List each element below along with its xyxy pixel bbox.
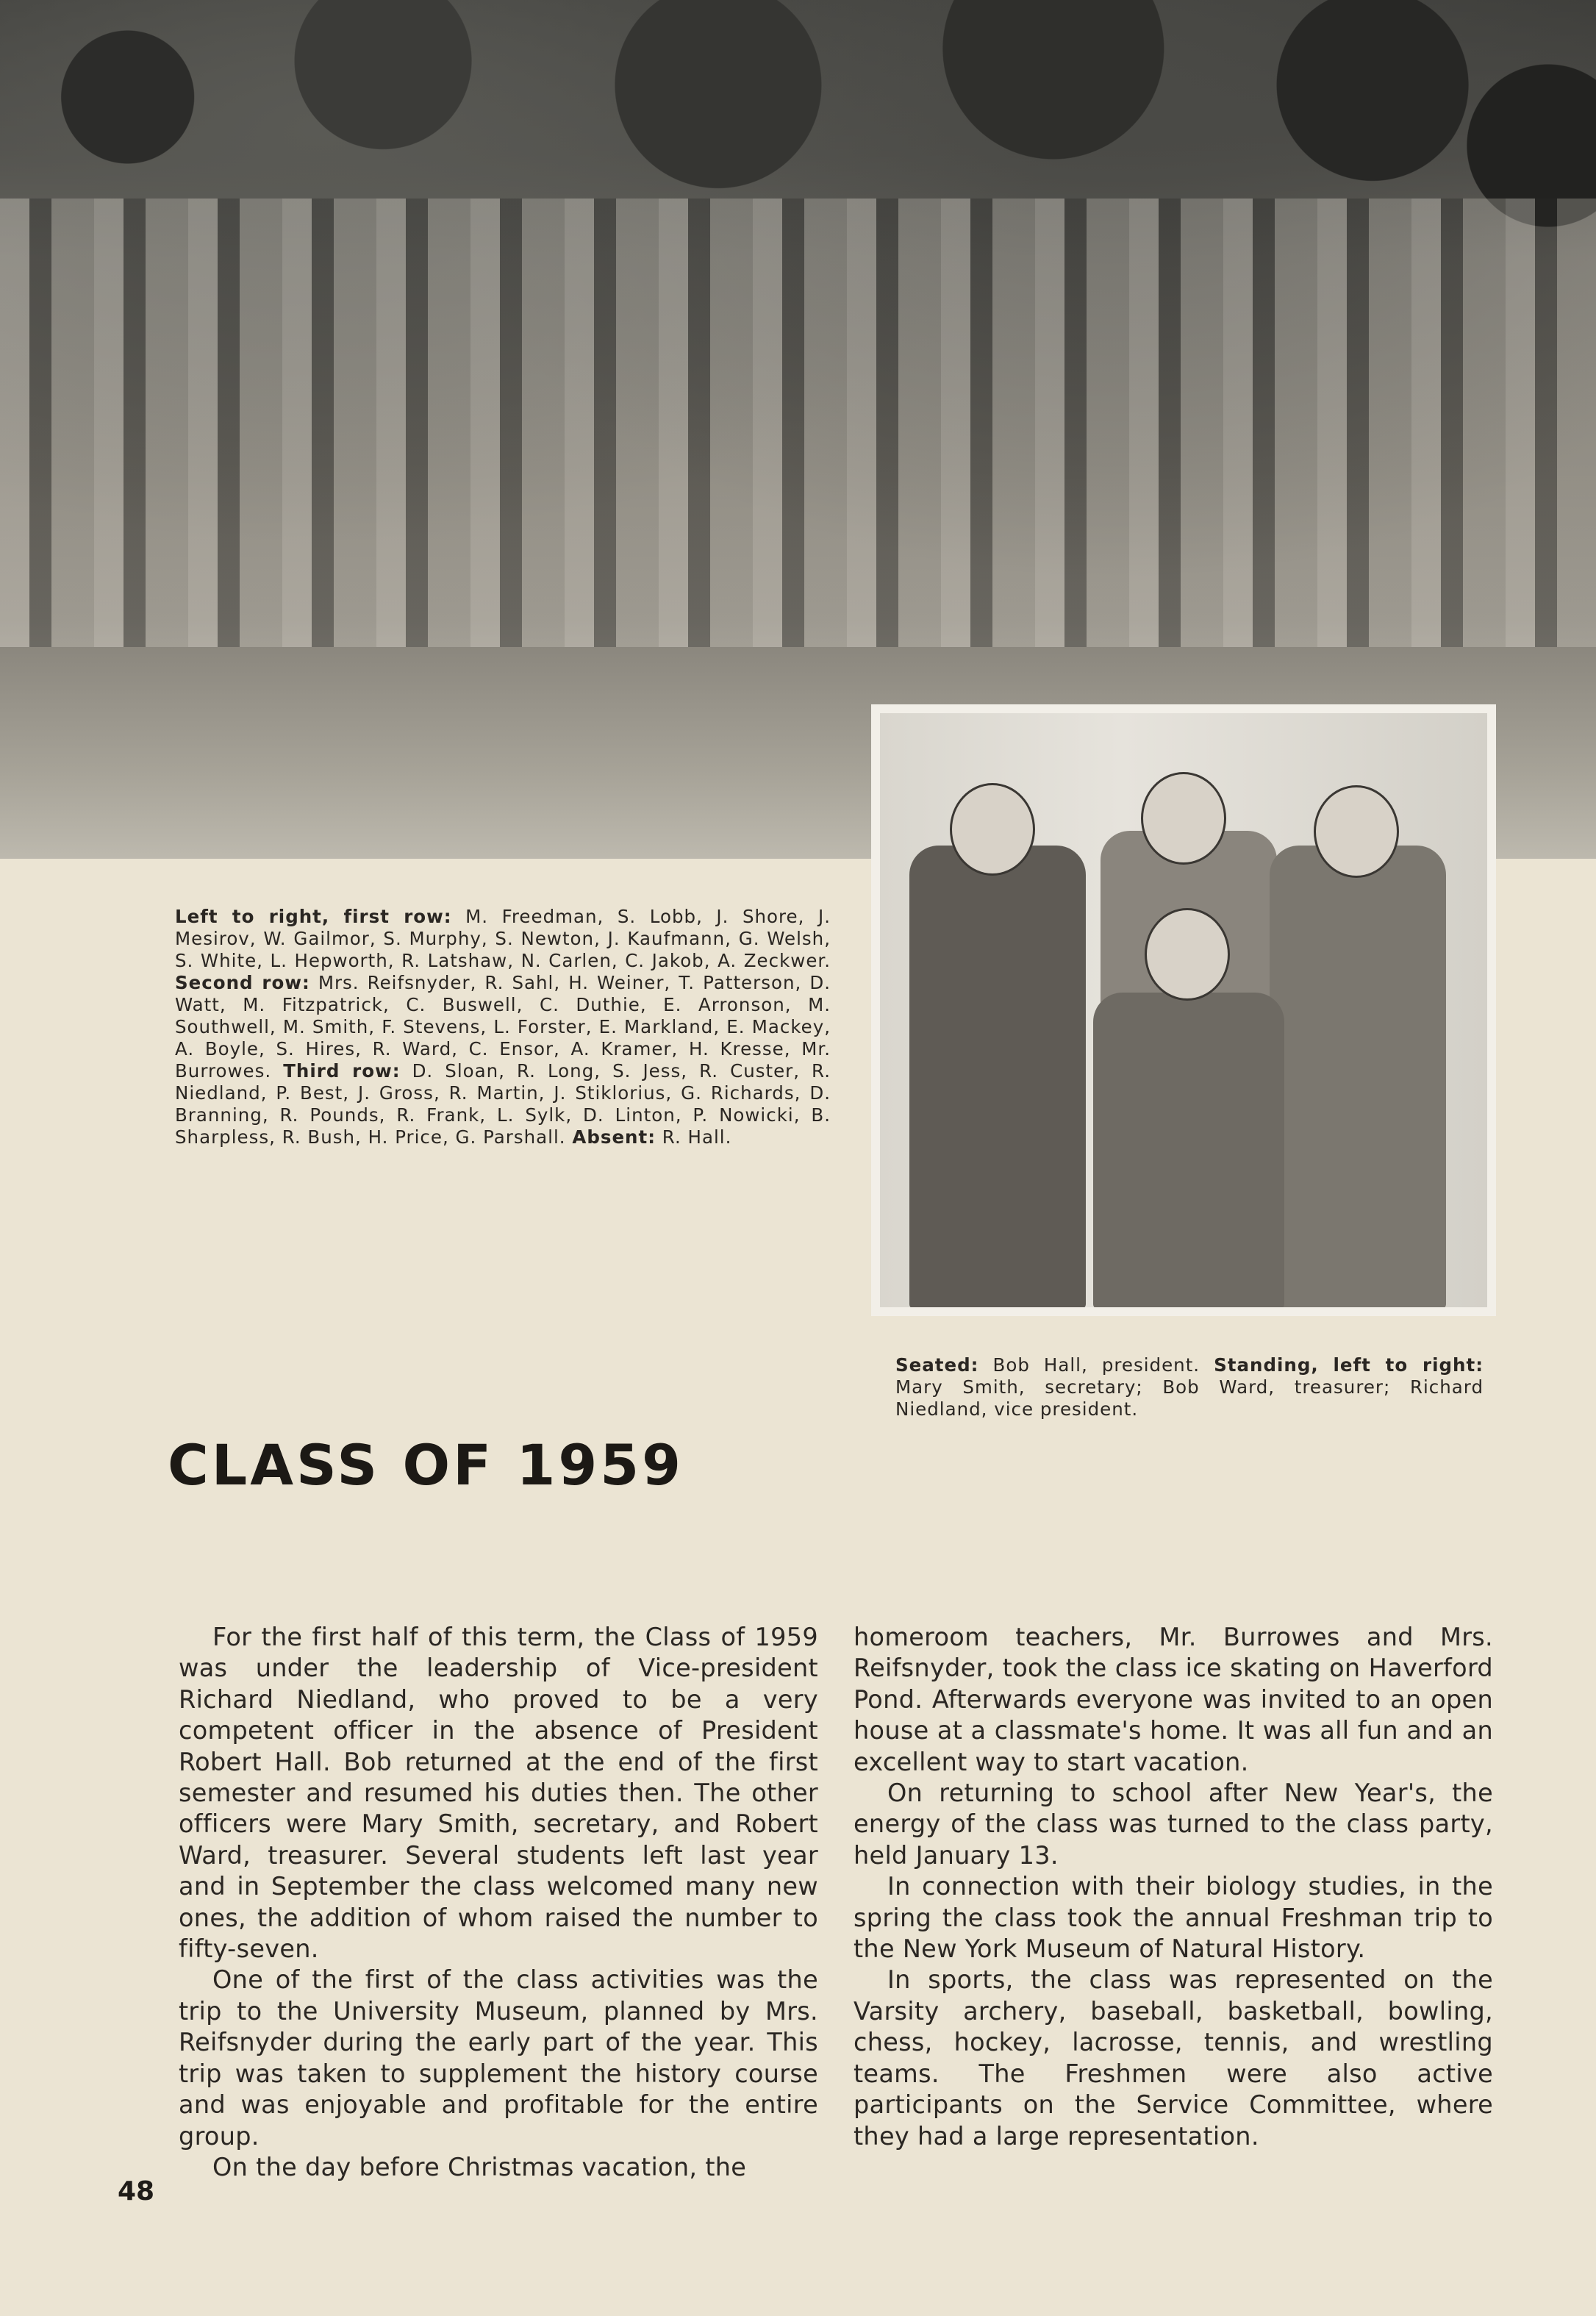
class-officers-photo xyxy=(871,704,1496,1316)
officers-photo-caption xyxy=(895,1354,1484,1420)
caption-row2-label: Second row: xyxy=(175,972,310,993)
caption-seated-text: Bob Hall, president. xyxy=(978,1354,1214,1376)
caption-row3-names: D. Sloan, R. Long, S. Jess, R. Custer, R. Niedland, P. Best, J. Gross, R. Martin, J. Stiklorius, G. Richards, D. Branning, R. Pounds, R. Frank, L. Sylk, D. Linton, P. Nowicki, B. Sharpless, R. Bush, H. Price, G. Parshall. xyxy=(175,1060,831,1148)
page-title: CLASS OF 1959 xyxy=(168,1432,684,1498)
caption-row1-label: Left to right, first row: xyxy=(175,906,452,927)
article-paragraph: One of the first of the class activities was the trip to the University Museum, planned by Mrs. Reifsnyder during the early part of the year. This trip was taken to supplement the history course and was enjoyable and profitable for the entire group. xyxy=(179,1965,818,2151)
article-column-right xyxy=(854,1622,1493,2152)
caption-absent-names: R. Hall. xyxy=(656,1126,732,1148)
caption-seated-label: Seated: xyxy=(895,1354,979,1376)
article-paragraph-continued: homeroom teachers, Mr. Burrowes and Mrs. Reifsnyder, took the class ice skating on Haverford Pond. Afterwards everyone was invited to an open house at a classmate's home. It was all fun and an excellent way to start vacation. xyxy=(854,1623,1493,1776)
caption-row3-label: Third row: xyxy=(283,1060,401,1082)
caption-standing-text: Mary Smith, secretary; Bob Ward, treasurer; Richard Niedland, vice president. xyxy=(895,1376,1484,1420)
article-paragraph: In connection with their biology studies, in the spring the class took the annual Freshman trip to the New York Museum of Natural History. xyxy=(854,1872,1493,1964)
photo-students-rows xyxy=(0,199,1596,669)
officers-photo-image xyxy=(880,713,1487,1307)
caption-absent-label: Absent: xyxy=(572,1126,656,1148)
caption-row1-names: M. Freedman, S. Lobb, J. Shore, J. Mesirov, W. Gailmor, S. Murphy, S. Newton, J. Kaufmann, G. Welsh, S. White, L. Hepworth, R. Latshaw, N. Carlen, C. Jakob, A. Zeckwer. xyxy=(175,906,831,971)
officer-figure-president xyxy=(1093,993,1284,1307)
article-paragraph: In sports, the class was represented on the Varsity archery, baseball, basketball, bowling, chess, hockey, lacrosse, tennis, and wrestling teams. The Freshmen were also active participants on the Service Committee, where they had a large representation. xyxy=(854,1965,1493,2151)
officer-head-president xyxy=(1145,908,1230,1001)
group-photo-caption xyxy=(175,906,831,1148)
article-paragraph: On returning to school after New Year's, the energy of the class was turned to the class party, held January 13. xyxy=(854,1779,1493,1870)
officer-head-secretary xyxy=(950,783,1035,876)
caption-standing-label: Standing, left to right: xyxy=(1214,1354,1484,1376)
officer-figure-vice-president xyxy=(1270,846,1446,1307)
caption-row2-names: Mrs. Reifsnyder, R. Sahl, H. Weiner, T. Patterson, D. Watt, M. Fitzpatrick, C. Buswell, C. Duthie, E. Arronson, M. Southwell, M. Smith, F. Stevens, L. Forster, E. Markland, E. Mackey, A. Boyle, S. Hires, R. Ward, C. Ensor, A. Kramer, H. Kresse, Mr. Burrowes. xyxy=(175,972,831,1082)
article-column-left xyxy=(179,1622,818,2183)
page-number: 48 xyxy=(118,2176,155,2206)
officer-head-vice-president xyxy=(1314,785,1399,878)
officer-figure-secretary xyxy=(909,846,1086,1307)
article-paragraph: On the day before Christmas vacation, the xyxy=(212,2152,747,2181)
officer-head-treasurer xyxy=(1141,772,1226,865)
article-paragraph: For the first half of this term, the Class of 1959 was under the leadership of Vice-president Richard Niedland, who proved to be a very competent officer in the absence of President Robert Hall. Bob returned at the end of the first semester and resumed his duties then. The other officers were Mary Smith, secretary, and Robert Ward, treasurer. Several students left last year and in September the class welcomed many new ones, the addition of whom raised the number to fifty-seven. xyxy=(179,1623,818,1964)
